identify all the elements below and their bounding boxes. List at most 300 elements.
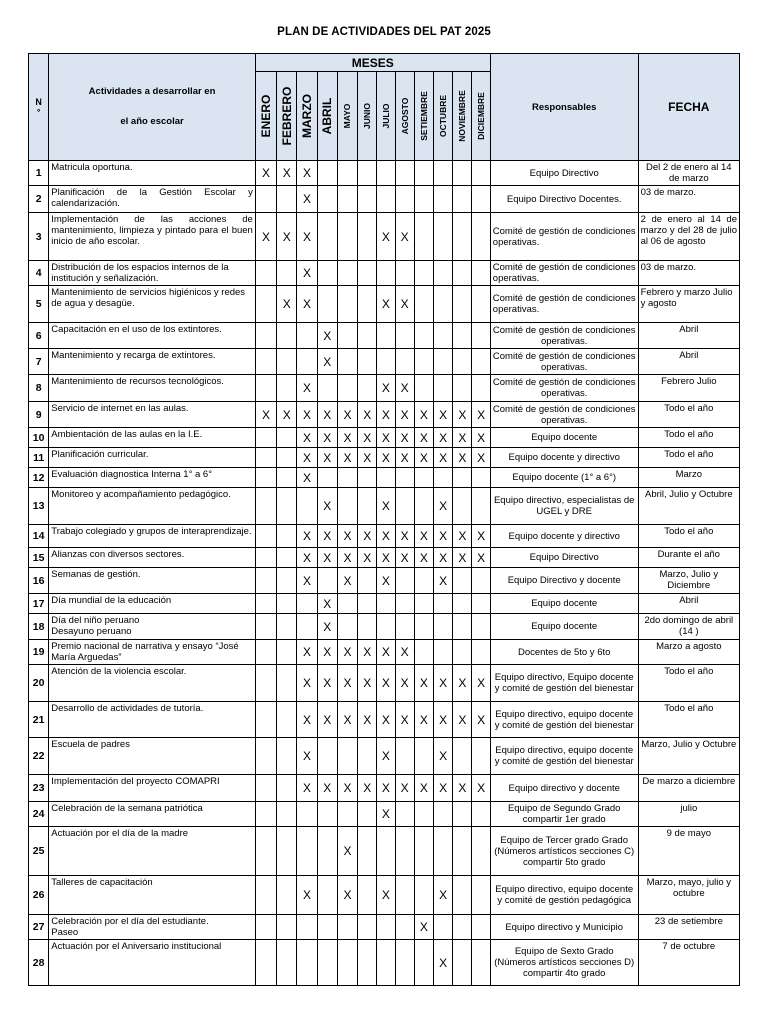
month-mark-cell: [277, 261, 297, 286]
activity-cell: Evaluación diagnostica Interna 1° a 6°: [49, 468, 256, 488]
month-mark-cell: [414, 568, 433, 594]
month-mark: X: [414, 548, 433, 568]
month-mark-cell: [277, 568, 297, 594]
responsible-cell: Equipo Directivo y docente: [490, 568, 638, 594]
column-header-responsibles: Responsables: [490, 54, 638, 161]
row-number: 28: [29, 940, 49, 986]
activity-cell: Talleres de capacitación: [49, 876, 256, 915]
month-mark-cell: [277, 428, 297, 448]
month-label: JUNIO: [362, 103, 373, 129]
responsible-cell: Equipo directivo y Municipio: [490, 915, 638, 940]
month-mark: X: [434, 738, 453, 775]
month-mark: X: [453, 525, 472, 548]
month-header: [358, 72, 377, 161]
month-mark-cell: [472, 349, 490, 375]
month-mark-cell: [434, 161, 453, 186]
month-mark-cell: [414, 468, 433, 488]
month-mark-cell: [414, 323, 433, 349]
number-header-label: N °: [35, 97, 42, 117]
month-mark-cell: [358, 286, 377, 323]
month-mark-cell: [277, 775, 297, 802]
month-mark-cell: [472, 161, 490, 186]
month-mark-cell: [255, 640, 276, 665]
month-mark: X: [277, 213, 297, 261]
month-mark: X: [297, 428, 317, 448]
table-row: [29, 775, 740, 802]
month-mark-cell: [377, 261, 395, 286]
month-mark-cell: [358, 614, 377, 640]
responsible-cell: Equipo directivo y docente: [490, 775, 638, 802]
month-mark: X: [337, 775, 357, 802]
month-mark-cell: [414, 640, 433, 665]
month-mark-cell: [395, 827, 414, 876]
month-mark-cell: [277, 548, 297, 568]
month-mark-cell: [453, 186, 472, 213]
month-mark-cell: [297, 323, 317, 349]
month-mark-cell: [395, 323, 414, 349]
responsible-cell: Comité de gestión de condiciones operativas.: [490, 349, 638, 375]
month-mark-cell: [337, 323, 357, 349]
month-mark-cell: [255, 286, 276, 323]
month-mark: X: [434, 775, 453, 802]
month-mark: X: [317, 525, 337, 548]
month-mark: X: [317, 402, 337, 428]
month-mark: X: [453, 448, 472, 468]
activity-cell: Escuela de padres: [49, 738, 256, 775]
month-mark: X: [414, 428, 433, 448]
month-mark-cell: [414, 827, 433, 876]
table-row: [29, 261, 740, 286]
month-mark-cell: [255, 614, 276, 640]
month-mark-cell: [255, 702, 276, 738]
row-number: 14: [29, 525, 49, 548]
month-mark-cell: [377, 827, 395, 876]
activity-cell: Alianzas con diversos sectores.: [49, 548, 256, 568]
table-row: [29, 448, 740, 468]
month-mark: X: [472, 548, 490, 568]
month-mark: X: [434, 448, 453, 468]
month-mark-cell: [317, 802, 337, 827]
row-number: 8: [29, 375, 49, 402]
month-mark: X: [377, 402, 395, 428]
table-row: [29, 548, 740, 568]
month-mark: X: [297, 775, 317, 802]
month-mark: X: [395, 428, 414, 448]
date-cell: Febrero y marzo Julio y agosto: [638, 286, 739, 323]
responsible-cell: Equipo directivo, equipo docente y comité de gestión pedagógica: [490, 876, 638, 915]
month-mark-cell: [453, 876, 472, 915]
month-mark-cell: [358, 827, 377, 876]
responsible-cell: Comité de gestión de condiciones operativas.: [490, 402, 638, 428]
month-mark-cell: [472, 614, 490, 640]
month-mark: X: [434, 428, 453, 448]
month-mark-cell: [337, 349, 357, 375]
activity-cell: Planificación de la Gestión Escolar y calendarización.: [49, 186, 256, 213]
month-mark: X: [317, 488, 337, 525]
table-row: [29, 702, 740, 738]
month-mark-cell: [317, 261, 337, 286]
activity-cell: Capacitación en el uso de los extintores.: [49, 323, 256, 349]
month-mark-cell: [277, 349, 297, 375]
month-mark: X: [472, 665, 490, 702]
month-mark: X: [395, 640, 414, 665]
responsible-cell: Equipo Directivo: [490, 548, 638, 568]
month-header: [377, 72, 395, 161]
month-header: [434, 72, 453, 161]
month-header: [317, 72, 337, 161]
month-mark-cell: [337, 594, 357, 614]
month-mark: X: [377, 525, 395, 548]
responsible-cell: Comité de gestión de condiciones operativas.: [490, 375, 638, 402]
month-mark: X: [395, 665, 414, 702]
month-mark: X: [337, 640, 357, 665]
month-mark-cell: [277, 802, 297, 827]
month-mark-cell: [414, 186, 433, 213]
month-mark-cell: [395, 349, 414, 375]
month-mark-cell: [277, 186, 297, 213]
month-label: MAYO: [342, 103, 353, 129]
table-row: [29, 940, 740, 986]
month-mark-cell: [434, 213, 453, 261]
date-cell: Todo el año: [638, 428, 739, 448]
month-mark-cell: [358, 568, 377, 594]
month-mark: X: [377, 640, 395, 665]
month-mark: X: [337, 665, 357, 702]
month-mark: X: [377, 488, 395, 525]
month-mark: X: [297, 702, 317, 738]
month-mark: X: [317, 428, 337, 448]
month-mark-cell: [395, 940, 414, 986]
month-mark-cell: [395, 738, 414, 775]
row-number: 19: [29, 640, 49, 665]
month-mark: X: [358, 702, 377, 738]
month-mark-cell: [472, 568, 490, 594]
table-row: [29, 568, 740, 594]
month-mark: X: [377, 702, 395, 738]
month-mark: X: [453, 548, 472, 568]
month-mark: X: [337, 827, 357, 876]
month-mark: X: [434, 525, 453, 548]
month-mark-cell: [255, 525, 276, 548]
month-mark-cell: [472, 213, 490, 261]
month-mark: X: [395, 525, 414, 548]
month-mark-cell: [395, 802, 414, 827]
month-mark-cell: [317, 827, 337, 876]
row-number: 3: [29, 213, 49, 261]
month-mark-cell: [277, 375, 297, 402]
month-mark: X: [317, 614, 337, 640]
month-mark: X: [337, 702, 357, 738]
month-mark: X: [434, 876, 453, 915]
month-mark-cell: [277, 738, 297, 775]
table-row: [29, 594, 740, 614]
table-row: [29, 640, 740, 665]
table-row: [29, 186, 740, 213]
row-number: 7: [29, 349, 49, 375]
month-mark: X: [377, 548, 395, 568]
table-row: [29, 665, 740, 702]
month-mark: X: [255, 161, 276, 186]
month-mark-cell: [358, 488, 377, 525]
month-mark-cell: [358, 940, 377, 986]
month-mark-cell: [358, 738, 377, 775]
activity-cell: Premio nacional de narrativa y ensayo “José María Arguedas”: [49, 640, 256, 665]
month-mark-cell: [377, 323, 395, 349]
activity-cell: Atención de la violencia escolar.: [49, 665, 256, 702]
month-mark: X: [472, 702, 490, 738]
month-mark: X: [317, 323, 337, 349]
month-mark-cell: [414, 161, 433, 186]
month-mark-cell: [434, 286, 453, 323]
row-number: 2: [29, 186, 49, 213]
month-mark-cell: [358, 323, 377, 349]
month-mark-cell: [377, 915, 395, 940]
responsible-cell: Equipo docente: [490, 594, 638, 614]
month-mark-cell: [317, 286, 337, 323]
month-mark-cell: [337, 488, 357, 525]
month-mark: X: [337, 548, 357, 568]
month-mark-cell: [395, 876, 414, 915]
month-mark-cell: [395, 614, 414, 640]
month-mark-cell: [453, 349, 472, 375]
responsible-cell: Equipo Directivo Docentes.: [490, 186, 638, 213]
month-mark-cell: [434, 915, 453, 940]
activity-cell: Actuación por el Aniversario institucional: [49, 940, 256, 986]
month-mark: X: [377, 375, 395, 402]
month-mark: X: [358, 448, 377, 468]
month-mark-cell: [317, 186, 337, 213]
month-mark-cell: [277, 488, 297, 525]
month-mark-cell: [377, 161, 395, 186]
month-mark: X: [317, 349, 337, 375]
month-mark-cell: [255, 802, 276, 827]
month-mark: X: [453, 702, 472, 738]
month-mark-cell: [434, 614, 453, 640]
row-number: 21: [29, 702, 49, 738]
month-mark: X: [434, 665, 453, 702]
month-mark: X: [337, 525, 357, 548]
month-mark-cell: [337, 161, 357, 186]
month-mark-cell: [277, 640, 297, 665]
month-mark-cell: [453, 261, 472, 286]
row-number: 9: [29, 402, 49, 428]
month-mark-cell: [395, 594, 414, 614]
table-row: [29, 213, 740, 261]
month-mark-cell: [297, 940, 317, 986]
month-mark-cell: [358, 594, 377, 614]
date-cell: 03 de marzo.: [638, 261, 739, 286]
date-cell: Abril: [638, 323, 739, 349]
month-mark-cell: [453, 640, 472, 665]
date-cell: Febrero Julio: [638, 375, 739, 402]
row-number: 20: [29, 665, 49, 702]
activity-cell: Mantenimiento y recarga de extintores.: [49, 349, 256, 375]
date-cell: 2 de enero al 14 de marzo y del 28 de julio al 06 de agosto: [638, 213, 739, 261]
month-mark-cell: [255, 375, 276, 402]
month-mark-cell: [472, 468, 490, 488]
month-mark-cell: [453, 213, 472, 261]
month-mark: X: [434, 488, 453, 525]
date-cell: Abril, Julio y Octubre: [638, 488, 739, 525]
activities-header-line2: el año escolar: [120, 116, 184, 127]
table-row: [29, 738, 740, 775]
month-mark: X: [377, 665, 395, 702]
month-mark-cell: [277, 614, 297, 640]
month-mark-cell: [414, 876, 433, 915]
month-mark: X: [453, 402, 472, 428]
month-mark: X: [434, 702, 453, 738]
month-mark-cell: [277, 323, 297, 349]
month-mark: X: [255, 402, 276, 428]
row-number: 17: [29, 594, 49, 614]
month-mark-cell: [434, 261, 453, 286]
month-mark: X: [472, 525, 490, 548]
month-mark-cell: [377, 594, 395, 614]
month-mark-cell: [472, 488, 490, 525]
month-mark-cell: [414, 286, 433, 323]
month-mark-cell: [453, 375, 472, 402]
month-mark: X: [377, 876, 395, 915]
month-mark-cell: [434, 802, 453, 827]
month-mark: X: [434, 940, 453, 986]
month-mark-cell: [337, 286, 357, 323]
month-mark-cell: [255, 428, 276, 448]
page-title: PLAN DE ACTIVIDADES DEL PAT 2025: [277, 26, 491, 38]
month-header: [395, 72, 414, 161]
month-mark-cell: [358, 876, 377, 915]
responsible-cell: Equipo docente y directivo: [490, 525, 638, 548]
month-mark-cell: [395, 568, 414, 594]
month-mark-cell: [453, 594, 472, 614]
month-mark-cell: [414, 614, 433, 640]
month-mark-cell: [377, 614, 395, 640]
month-mark: X: [317, 640, 337, 665]
activity-cell: Matricula oportuna.: [49, 161, 256, 186]
month-mark-cell: [277, 702, 297, 738]
month-mark-cell: [255, 594, 276, 614]
month-mark: X: [297, 186, 317, 213]
month-mark-cell: [255, 876, 276, 915]
table-row: [29, 876, 740, 915]
month-mark-cell: [277, 448, 297, 468]
month-label: DICIEMBRE: [476, 92, 487, 140]
activity-cell: Trabajo colegiado y grupos de interaprendizaje.: [49, 525, 256, 548]
month-mark-cell: [317, 213, 337, 261]
month-mark-cell: [297, 915, 317, 940]
table-row: [29, 614, 740, 640]
date-cell: julio: [638, 802, 739, 827]
month-mark: X: [317, 702, 337, 738]
month-mark-cell: [255, 448, 276, 468]
month-mark: X: [453, 775, 472, 802]
activity-cell: Día del niño peruano Desayuno peruano: [49, 614, 256, 640]
month-mark-cell: [472, 640, 490, 665]
month-mark-cell: [358, 468, 377, 488]
month-label: JULIO: [380, 103, 391, 129]
month-mark: X: [395, 213, 414, 261]
table-row: [29, 161, 740, 186]
month-mark-cell: [395, 261, 414, 286]
date-cell: 2do domingo de abril (14 ): [638, 614, 739, 640]
activity-cell: Semanas de gestión.: [49, 568, 256, 594]
month-mark-cell: [358, 349, 377, 375]
row-number: 18: [29, 614, 49, 640]
month-mark-cell: [317, 568, 337, 594]
date-cell: Todo el año: [638, 448, 739, 468]
month-mark-cell: [297, 827, 317, 876]
month-mark-cell: [337, 186, 357, 213]
month-mark-cell: [337, 738, 357, 775]
month-mark-cell: [358, 213, 377, 261]
month-header: [472, 72, 490, 161]
responsible-cell: Equipo docente (1° a 6°): [490, 468, 638, 488]
month-mark: X: [414, 448, 433, 468]
activities-header-line1: Actividades a desarrollar en: [88, 86, 216, 97]
month-mark: X: [297, 161, 317, 186]
row-number: 12: [29, 468, 49, 488]
month-mark-cell: [337, 915, 357, 940]
month-mark: X: [255, 213, 276, 261]
row-number: 10: [29, 428, 49, 448]
table-row: [29, 468, 740, 488]
activity-cell: Celebración por el día del estudiante. Paseo: [49, 915, 256, 940]
month-mark-cell: [414, 349, 433, 375]
date-cell: Abril: [638, 594, 739, 614]
row-number: 26: [29, 876, 49, 915]
table-row: [29, 488, 740, 525]
month-header: [255, 72, 276, 161]
month-mark-cell: [317, 915, 337, 940]
month-mark-cell: [453, 614, 472, 640]
month-mark: X: [297, 375, 317, 402]
month-mark-cell: [453, 323, 472, 349]
month-mark-cell: [337, 802, 357, 827]
month-mark: X: [277, 286, 297, 323]
month-mark-cell: [472, 915, 490, 940]
month-label: ENERO: [258, 94, 273, 138]
month-mark: X: [317, 665, 337, 702]
month-mark: X: [472, 775, 490, 802]
month-mark-cell: [255, 915, 276, 940]
month-mark-cell: [453, 286, 472, 323]
date-cell: Todo el año: [638, 702, 739, 738]
month-mark-cell: [453, 940, 472, 986]
month-mark-cell: [317, 738, 337, 775]
month-mark-cell: [317, 940, 337, 986]
month-mark-cell: [297, 594, 317, 614]
month-header: [297, 72, 317, 161]
date-cell: Todo el año: [638, 402, 739, 428]
responsible-cell: Equipo directivo, equipo docente y comité de gestión del bienestar: [490, 702, 638, 738]
activity-cell: Ambientación de las aulas en la I.E.: [49, 428, 256, 448]
month-mark: X: [358, 775, 377, 802]
month-mark-cell: [472, 323, 490, 349]
month-mark-cell: [472, 738, 490, 775]
month-mark: X: [297, 568, 317, 594]
month-mark-cell: [358, 161, 377, 186]
month-mark: X: [453, 428, 472, 448]
month-mark-cell: [434, 186, 453, 213]
month-mark: X: [358, 548, 377, 568]
month-mark-cell: [453, 161, 472, 186]
month-mark-cell: [414, 213, 433, 261]
month-mark: X: [395, 286, 414, 323]
date-cell: 03 de marzo.: [638, 186, 739, 213]
month-mark-cell: [255, 738, 276, 775]
month-mark: X: [414, 915, 433, 940]
month-mark: X: [358, 525, 377, 548]
month-mark-cell: [255, 468, 276, 488]
